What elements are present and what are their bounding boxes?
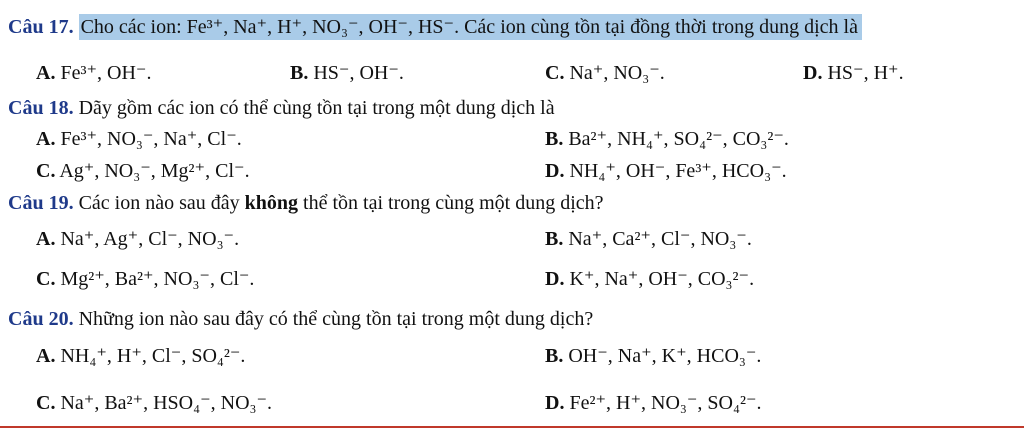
q17-option-d-text: HS⁻, H⁺.	[827, 62, 904, 84]
q17-option-d-label: D.	[803, 62, 823, 84]
q19-option-a[interactable]	[36, 226, 239, 252]
q19-option-c-text: Mg²⁺, Ba²⁺, NO₃⁻, Cl⁻.	[60, 268, 255, 290]
q17-option-b-label: B.	[290, 62, 309, 84]
question-17-stem-suffix: . Các ion cùng tồn tại đồng thời trong dung dịch là	[454, 16, 858, 38]
q18-option-c-label: C.	[36, 160, 56, 182]
q19-option-a-text: Na⁺, Ag⁺, Cl⁻, NO₃⁻.	[60, 228, 240, 250]
question-18-stem	[8, 95, 555, 121]
q20-option-a-text: NH₄⁺, H⁺, Cl⁻, SO₄²⁻.	[60, 345, 246, 367]
question-19-stem	[8, 190, 604, 216]
q17-option-c-text: Na⁺, NO₃⁻.	[569, 62, 665, 84]
q19-option-d[interactable]	[545, 266, 754, 292]
q18-option-b-label: B.	[545, 128, 564, 150]
q18-option-a-label: A.	[36, 128, 56, 150]
q20-option-b[interactable]	[545, 343, 761, 369]
q18-option-b-text: Ba²⁺, NH₄⁺, SO₄²⁻, CO₃²⁻.	[568, 128, 789, 150]
question-18-number: Câu 18.	[8, 97, 74, 119]
q20-option-c[interactable]	[36, 390, 272, 416]
q19-option-c[interactable]	[36, 266, 254, 292]
q17-option-a[interactable]	[36, 60, 151, 86]
q20-option-b-label: B.	[545, 345, 564, 367]
question-19-number: Câu 19.	[8, 192, 74, 214]
q18-option-a-text: Fe³⁺, NO₃⁻, Na⁺, Cl⁻.	[60, 128, 242, 150]
q19-option-b-text: Na⁺, Ca²⁺, Cl⁻, NO₃⁻.	[568, 228, 752, 250]
question-20-stem	[8, 306, 593, 332]
question-20-number: Câu 20.	[8, 308, 74, 330]
question-17-number: Câu 17.	[8, 16, 74, 38]
q17-option-c[interactable]	[545, 60, 665, 86]
q19-option-d-label: D.	[545, 268, 565, 290]
q20-option-a[interactable]	[36, 343, 245, 369]
question-17-stem-prefix: Cho các ion:	[80, 16, 187, 38]
q18-option-c[interactable]	[36, 158, 250, 184]
q18-option-d-label: D.	[545, 160, 565, 182]
q19-option-b[interactable]	[545, 226, 752, 252]
question-17-stem	[8, 14, 862, 40]
question-19-stem-emphasis: không	[244, 192, 299, 214]
q20-option-c-label: C.	[36, 392, 56, 414]
q20-option-c-text: Na⁺, Ba²⁺, HSO₄⁻, NO₃⁻.	[60, 392, 273, 414]
q19-option-d-text: K⁺, Na⁺, OH⁻, CO₃²⁻.	[569, 268, 755, 290]
question-18-stem-text: Dãy gồm các ion có thể cùng tồn tại trong một dung dịch là	[78, 97, 555, 119]
q18-option-b[interactable]	[545, 126, 789, 152]
q20-option-a-label: A.	[36, 345, 56, 367]
q19-option-b-label: B.	[545, 228, 564, 250]
q18-option-d[interactable]	[545, 158, 787, 184]
q17-option-c-label: C.	[545, 62, 565, 84]
q18-option-c-text: Ag⁺, NO₃⁻, Mg²⁺, Cl⁻.	[59, 160, 250, 182]
q20-option-b-text: OH⁻, Na⁺, K⁺, HCO₃⁻.	[568, 345, 762, 367]
q20-option-d-text: Fe²⁺, H⁺, NO₃⁻, SO₄²⁻.	[569, 392, 762, 414]
question-17-stem-ions: Fe³⁺, Na⁺, H⁺, NO₃⁻, OH⁻, HS⁻	[186, 16, 455, 38]
q18-option-d-text: NH₄⁺, OH⁻, Fe³⁺, HCO₃⁻.	[569, 160, 787, 182]
q17-option-d[interactable]	[803, 60, 904, 86]
bottom-divider	[0, 426, 1024, 428]
q17-option-a-text: Fe³⁺, OH⁻.	[60, 62, 152, 84]
question-20-stem-text: Những ion nào sau đây có thể cùng tồn tại trong một dung dịch?	[78, 308, 594, 330]
q17-option-b-text: HS⁻, OH⁻.	[313, 62, 404, 84]
q17-option-a-label: A.	[36, 62, 56, 84]
q17-option-b[interactable]	[290, 60, 404, 86]
question-19-stem-suffix: thể tồn tại trong cùng một dung dịch?	[298, 192, 604, 214]
q19-option-a-label: A.	[36, 228, 56, 250]
q19-option-c-label: C.	[36, 268, 56, 290]
q20-option-d-label: D.	[545, 392, 565, 414]
question-19-stem-prefix: Các ion nào sau đây	[78, 192, 245, 214]
q18-option-a[interactable]	[36, 126, 242, 152]
question-17-highlighted-text	[79, 14, 862, 40]
q20-option-d[interactable]	[545, 390, 762, 416]
